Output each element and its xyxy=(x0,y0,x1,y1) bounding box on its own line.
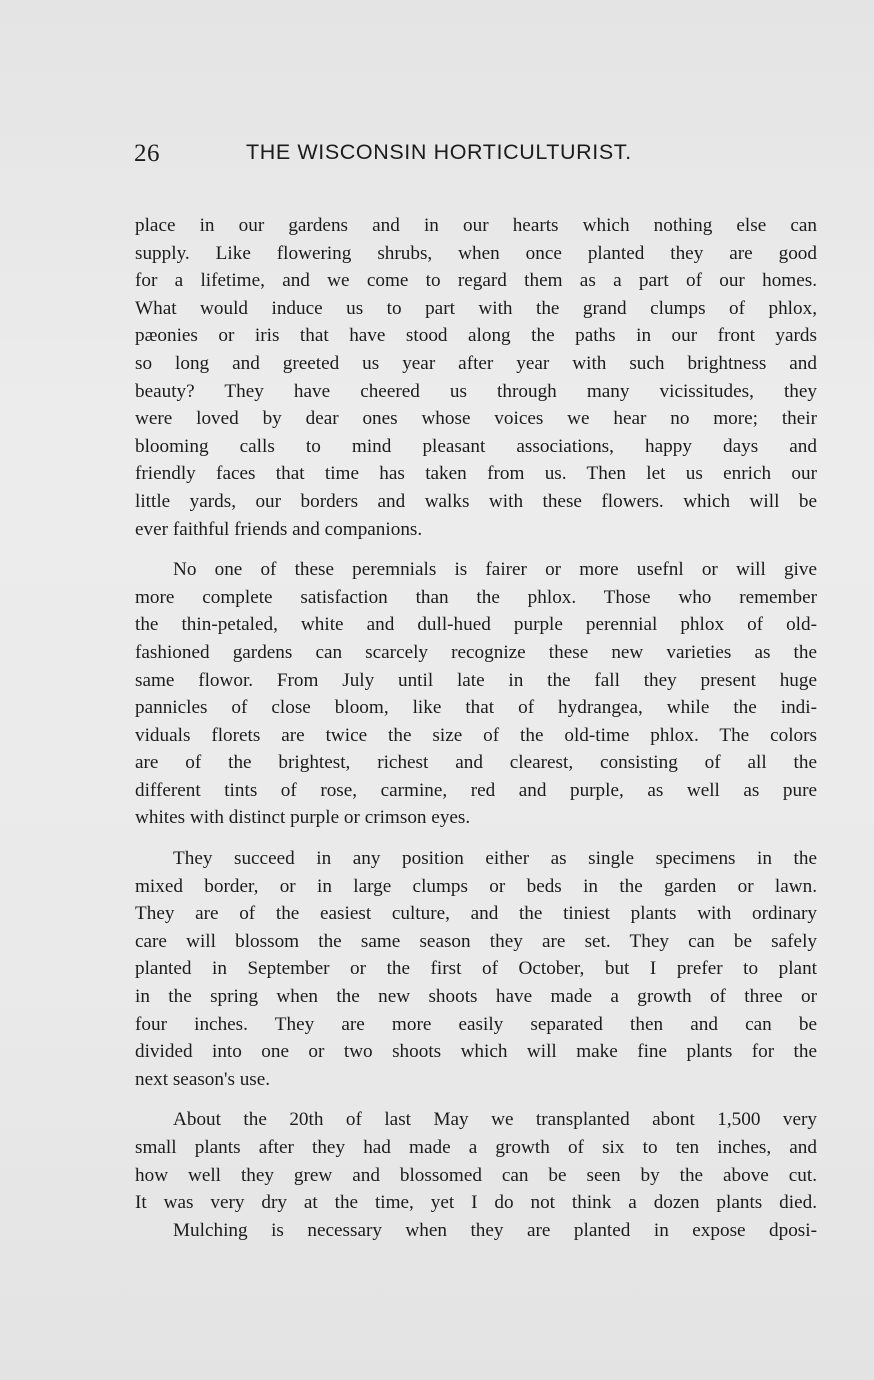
text-line: were loved by dear ones whose voices we hear no more; their xyxy=(135,408,817,430)
text-line: next season's use. xyxy=(135,1068,271,1090)
page-number: 26 xyxy=(134,140,160,167)
text-line: so long and greeted us year after year with such brightness and xyxy=(135,352,817,374)
text-line: divided into one or two shoots which will make fine plants for the xyxy=(135,1041,817,1063)
text-line: place in our gardens and in our hearts which nothing else can xyxy=(135,215,817,236)
text-line: fashioned gardens can scarcely recognize these new varieties as the xyxy=(135,641,817,663)
journal-title: THE WISCONSIN HORTICULTURIST. xyxy=(246,140,632,164)
text-line: care will blossom the same season they are set. They can be safely xyxy=(135,930,817,952)
running-head xyxy=(134,140,820,180)
text-line: About the 20th of last May we transplanted abont 1,500 very xyxy=(173,1109,817,1131)
text-line: are of the brightest, richest and clearest, consisting of all the xyxy=(135,752,817,774)
body-text xyxy=(135,212,817,1244)
text-line: more complete satisfaction than the phlox. Those who remember xyxy=(135,586,817,608)
text-line: planted in September or the first of October, but I prefer to plant xyxy=(135,958,817,980)
text-line: friendly faces that time has taken from us. Then let us enrich our xyxy=(135,463,817,485)
paragraph-4 xyxy=(135,1106,817,1244)
text-line: mixed border, or in large clumps or beds in the garden or lawn. xyxy=(135,875,817,897)
text-line: in the spring when the new shoots have made a growth of three or xyxy=(135,986,817,1008)
text-line: What would induce us to part with the grand clumps of phlox, xyxy=(135,297,817,319)
text-line: They are of the easiest culture, and the tiniest plants with ordinary xyxy=(135,903,817,925)
text-line: how well they grew and blossomed can be seen by the above cut. xyxy=(135,1164,817,1186)
text-line: ever faithful friends and companions. xyxy=(135,518,423,540)
text-line: same flowor. From July until late in the fall they present huge xyxy=(135,669,817,691)
paragraph-3 xyxy=(135,845,817,1093)
text-line: for a lifetime, and we come to regard them as a part of our homes. xyxy=(135,270,817,292)
text-line: whites with distinct purple or crimson eyes. xyxy=(135,807,471,829)
text-line: pannicles of close bloom, like that of hydrangea, while the indi- xyxy=(135,697,817,719)
text-line: little yards, our borders and walks with these flowers. which will be xyxy=(135,490,817,512)
text-line: They succeed in any position either as single specimens in the xyxy=(173,848,817,870)
text-line: blooming calls to mind pleasant associations, happy days and xyxy=(135,435,817,457)
text-line: the thin-petaled, white and dull-hued purple perennial phlox of old- xyxy=(135,614,817,636)
text-line: supply. Like flowering shrubs, when once planted they are good xyxy=(135,242,817,264)
paragraph-1 xyxy=(135,212,817,543)
text-line: four inches. They are more easily separated then and can be xyxy=(135,1013,817,1035)
text-line: different tints of rose, carmine, red and purple, as well as pure xyxy=(135,779,817,801)
paragraph-2 xyxy=(135,556,817,832)
text-line: No one of these peremnials is fairer or more usefnl or will give xyxy=(173,559,817,581)
text-line: beauty? They have cheered us through many vicissitudes, they xyxy=(135,380,817,402)
text-line: pæonies or iris that have stood along the paths in our front yards xyxy=(135,325,817,347)
text-line: It was very dry at the time, yet I do not think a dozen plants died. xyxy=(135,1192,817,1214)
text-line: small plants after they had made a growth of six to ten inches, and xyxy=(135,1137,817,1158)
text-line: Mulching is necessary when they are planted in expose dposi- xyxy=(173,1219,817,1241)
text-line: viduals florets are twice the size of the old-time phlox. The colors xyxy=(135,724,817,746)
